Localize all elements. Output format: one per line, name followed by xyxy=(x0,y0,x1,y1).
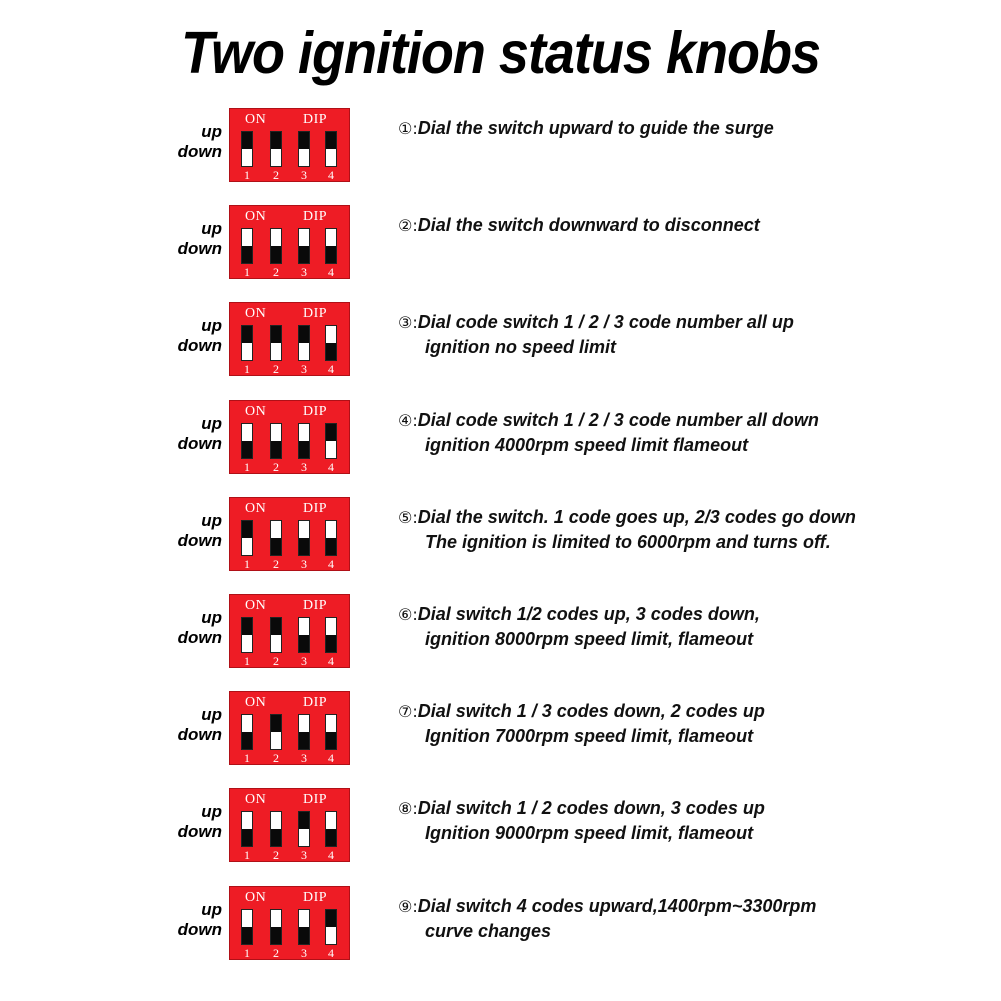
switch-knob-down xyxy=(242,829,252,846)
setting-description xyxy=(398,699,988,748)
dip-label: DIP xyxy=(303,501,328,516)
toggle-switch-1[interactable] xyxy=(241,714,253,750)
up-down-labels xyxy=(158,122,222,162)
description-line-2: curve changes xyxy=(425,921,552,941)
step-marker: ⑧: xyxy=(398,799,418,818)
up-down-labels xyxy=(158,219,222,259)
toggle-switch-1[interactable] xyxy=(241,617,253,653)
switch-knob-down xyxy=(299,441,309,458)
description-line-1: Dial code switch 1 / 2 / 3 code number all up xyxy=(417,312,794,332)
toggle-switch-4[interactable] xyxy=(325,423,337,459)
on-label: ON xyxy=(245,695,267,710)
up-label: up xyxy=(201,900,222,919)
up-label: up xyxy=(201,122,222,141)
description-line-1: Dial the switch upward to guide the surge xyxy=(417,118,774,138)
switch-number: 2 xyxy=(273,751,279,765)
description-line-1: Dial switch 1/2 codes up, 3 codes down, xyxy=(417,604,760,624)
dip-switch xyxy=(229,400,350,474)
switch-row xyxy=(0,886,1001,966)
down-label: down xyxy=(177,628,222,647)
on-label: ON xyxy=(245,404,267,419)
switch-knob-up xyxy=(326,424,336,441)
switch-row xyxy=(0,400,1001,480)
dip-switch xyxy=(229,788,350,862)
up-down-labels xyxy=(158,316,222,356)
dip-label: DIP xyxy=(303,695,328,710)
down-label: down xyxy=(177,725,222,744)
on-label: ON xyxy=(245,112,267,127)
switch-number: 2 xyxy=(273,557,279,571)
switch-number: 3 xyxy=(301,362,307,376)
switch-knob-up xyxy=(299,812,309,829)
setting-description xyxy=(398,310,988,359)
toggle-switch-3[interactable] xyxy=(298,811,310,847)
up-label: up xyxy=(201,414,222,433)
switch-number: 4 xyxy=(328,362,334,376)
step-marker: ④: xyxy=(398,411,418,430)
switch-knob-down xyxy=(326,635,336,652)
switch-number: 2 xyxy=(273,460,279,474)
toggle-switch-4[interactable] xyxy=(325,520,337,556)
description-line-2: Ignition 9000rpm speed limit, flameout xyxy=(425,823,754,843)
switch-knob-up xyxy=(242,132,252,149)
dip-label: DIP xyxy=(303,209,328,224)
on-label: ON xyxy=(245,306,267,321)
setting-description xyxy=(398,796,988,845)
switch-number: 4 xyxy=(328,168,334,182)
down-label: down xyxy=(177,920,222,939)
toggle-switch-1[interactable] xyxy=(241,228,253,264)
toggle-switch-3[interactable] xyxy=(298,617,310,653)
toggle-switch-4[interactable] xyxy=(325,228,337,264)
toggle-switch-1[interactable] xyxy=(241,811,253,847)
setting-description xyxy=(398,213,988,238)
switch-knob-down xyxy=(299,927,309,944)
toggle-switch-2[interactable] xyxy=(270,520,282,556)
switch-number: 3 xyxy=(301,557,307,571)
switch-knob-down xyxy=(326,829,336,846)
switch-knob-down xyxy=(271,538,281,555)
switch-number: 3 xyxy=(301,946,307,960)
up-down-labels xyxy=(158,511,222,551)
dip-label: DIP xyxy=(303,598,328,613)
dip-switch xyxy=(229,594,350,668)
on-label: ON xyxy=(245,501,267,516)
down-label: down xyxy=(177,531,222,550)
switch-row xyxy=(0,594,1001,674)
switch-number: 1 xyxy=(244,557,250,571)
toggle-switch-1[interactable] xyxy=(241,520,253,556)
step-marker: ⑦: xyxy=(398,702,418,721)
on-label: ON xyxy=(245,792,267,807)
description-line-1: Dial switch 1 / 2 codes down, 3 codes up xyxy=(417,798,765,818)
switch-row xyxy=(0,497,1001,577)
description-line-2: ignition 8000rpm speed limit, flameout xyxy=(425,629,754,649)
switch-number: 4 xyxy=(328,557,334,571)
up-down-labels xyxy=(158,705,222,745)
switch-knob-up xyxy=(299,132,309,149)
toggle-switch-4[interactable] xyxy=(325,325,337,361)
switch-number: 1 xyxy=(244,848,250,862)
dip-label: DIP xyxy=(303,112,328,127)
toggle-switch-1[interactable] xyxy=(241,131,253,167)
up-down-labels xyxy=(158,900,222,940)
on-label: ON xyxy=(245,209,267,224)
page-title: Two ignition status knobs xyxy=(181,19,820,86)
dip-label: DIP xyxy=(303,404,328,419)
setting-description xyxy=(398,505,988,554)
switch-number: 2 xyxy=(273,362,279,376)
switch-number: 3 xyxy=(301,654,307,668)
switch-knob-down xyxy=(271,829,281,846)
switch-knob-up xyxy=(326,910,336,927)
switch-number: 4 xyxy=(328,946,334,960)
dip-switch xyxy=(229,886,350,960)
switch-knob-down xyxy=(299,538,309,555)
toggle-switch-2[interactable] xyxy=(270,325,282,361)
switch-number: 1 xyxy=(244,654,250,668)
switch-number: 4 xyxy=(328,848,334,862)
description-line-1: Dial code switch 1 / 2 / 3 code number all down xyxy=(417,410,819,430)
up-label: up xyxy=(201,316,222,335)
toggle-switch-3[interactable] xyxy=(298,131,310,167)
switch-row xyxy=(0,205,1001,285)
switch-number: 2 xyxy=(273,265,279,279)
toggle-switch-3[interactable] xyxy=(298,714,310,750)
toggle-switch-1[interactable] xyxy=(241,325,253,361)
down-label: down xyxy=(177,239,222,258)
up-down-labels xyxy=(158,414,222,454)
switch-knob-up xyxy=(271,618,281,635)
switch-knob-down xyxy=(242,732,252,749)
toggle-switch-4[interactable] xyxy=(325,617,337,653)
dip-switch xyxy=(229,108,350,182)
dip-label: DIP xyxy=(303,306,328,321)
step-marker: ⑤: xyxy=(398,508,418,527)
up-label: up xyxy=(201,608,222,627)
down-label: down xyxy=(177,336,222,355)
dip-switch xyxy=(229,497,350,571)
dip-label: DIP xyxy=(303,792,328,807)
description-line-2: ignition no speed limit xyxy=(425,337,616,357)
switch-knob-down xyxy=(326,343,336,360)
switch-row xyxy=(0,691,1001,771)
toggle-switch-2[interactable] xyxy=(270,811,282,847)
switch-knob-down xyxy=(326,246,336,263)
switch-row xyxy=(0,788,1001,868)
toggle-switch-4[interactable] xyxy=(325,909,337,945)
switch-number: 4 xyxy=(328,265,334,279)
switch-knob-up xyxy=(299,326,309,343)
switch-number: 1 xyxy=(244,362,250,376)
switch-knob-up xyxy=(271,326,281,343)
toggle-switch-2[interactable] xyxy=(270,714,282,750)
switch-number: 1 xyxy=(244,265,250,279)
switch-row xyxy=(0,108,1001,188)
switch-knob-up xyxy=(271,715,281,732)
step-marker: ②: xyxy=(398,216,418,235)
description-line-1: Dial the switch downward to disconnect xyxy=(417,215,760,235)
toggle-switch-3[interactable] xyxy=(298,228,310,264)
up-down-labels xyxy=(158,802,222,842)
switch-number: 4 xyxy=(328,654,334,668)
switch-row xyxy=(0,302,1001,382)
switch-knob-up xyxy=(242,618,252,635)
up-label: up xyxy=(201,802,222,821)
down-label: down xyxy=(177,822,222,841)
switch-number: 1 xyxy=(244,751,250,765)
switch-number: 1 xyxy=(244,168,250,182)
description-line-1: Dial the switch. 1 code goes up, 2/3 codes go down xyxy=(417,507,856,527)
toggle-switch-2[interactable] xyxy=(270,423,282,459)
step-marker: ①: xyxy=(398,119,418,138)
toggle-switch-2[interactable] xyxy=(270,617,282,653)
description-line-2: ignition 4000rpm speed limit flameout xyxy=(425,435,749,455)
switch-number: 2 xyxy=(273,848,279,862)
description-line-2: The ignition is limited to 6000rpm and turns off. xyxy=(425,532,831,552)
switch-knob-down xyxy=(242,927,252,944)
up-label: up xyxy=(201,219,222,238)
up-label: up xyxy=(201,511,222,530)
dip-label: DIP xyxy=(303,890,328,905)
switch-knob-up xyxy=(242,326,252,343)
toggle-switch-1[interactable] xyxy=(241,909,253,945)
switch-knob-down xyxy=(326,732,336,749)
toggle-switch-1[interactable] xyxy=(241,423,253,459)
switch-knob-down xyxy=(242,441,252,458)
toggle-switch-4[interactable] xyxy=(325,131,337,167)
switch-number: 2 xyxy=(273,946,279,960)
step-marker: ⑨: xyxy=(398,897,418,916)
switch-number: 3 xyxy=(301,848,307,862)
switch-knob-up xyxy=(326,132,336,149)
switch-number: 3 xyxy=(301,751,307,765)
on-label: ON xyxy=(245,890,267,905)
switch-knob-down xyxy=(299,635,309,652)
switch-number: 2 xyxy=(273,168,279,182)
switch-knob-down xyxy=(299,246,309,263)
toggle-switch-3[interactable] xyxy=(298,520,310,556)
switch-number: 3 xyxy=(301,265,307,279)
switch-knob-down xyxy=(326,538,336,555)
setting-description xyxy=(398,894,988,943)
toggle-switch-4[interactable] xyxy=(325,811,337,847)
switch-number: 1 xyxy=(244,460,250,474)
switch-number: 4 xyxy=(328,460,334,474)
dip-switch xyxy=(229,205,350,279)
toggle-switch-3[interactable] xyxy=(298,325,310,361)
toggle-switch-2[interactable] xyxy=(270,909,282,945)
switch-knob-down xyxy=(242,246,252,263)
switch-number: 2 xyxy=(273,654,279,668)
up-label: up xyxy=(201,705,222,724)
setting-description xyxy=(398,116,988,141)
description-line-1: Dial switch 1 / 3 codes down, 2 codes up xyxy=(417,701,765,721)
switch-knob-down xyxy=(299,732,309,749)
step-marker: ⑥: xyxy=(398,605,418,624)
toggle-switch-4[interactable] xyxy=(325,714,337,750)
setting-description xyxy=(398,602,988,651)
switch-knob-down xyxy=(271,441,281,458)
toggle-switch-3[interactable] xyxy=(298,909,310,945)
description-line-1: Dial switch 4 codes upward,1400rpm~3300rpm xyxy=(417,896,817,916)
setting-description xyxy=(398,408,988,457)
down-label: down xyxy=(177,434,222,453)
switch-knob-down xyxy=(271,927,281,944)
dip-switch xyxy=(229,691,350,765)
switch-number: 1 xyxy=(244,946,250,960)
switch-knob-down xyxy=(271,246,281,263)
switch-number: 4 xyxy=(328,751,334,765)
switch-number: 3 xyxy=(301,168,307,182)
switch-number: 3 xyxy=(301,460,307,474)
on-label: ON xyxy=(245,598,267,613)
toggle-switch-3[interactable] xyxy=(298,423,310,459)
description-line-2: Ignition 7000rpm speed limit, flameout xyxy=(425,726,754,746)
toggle-switch-2[interactable] xyxy=(270,131,282,167)
step-marker: ③: xyxy=(398,313,418,332)
toggle-switch-2[interactable] xyxy=(270,228,282,264)
dip-switch xyxy=(229,302,350,376)
down-label: down xyxy=(177,142,222,161)
up-down-labels xyxy=(158,608,222,648)
switch-knob-up xyxy=(271,132,281,149)
switch-knob-up xyxy=(242,521,252,538)
